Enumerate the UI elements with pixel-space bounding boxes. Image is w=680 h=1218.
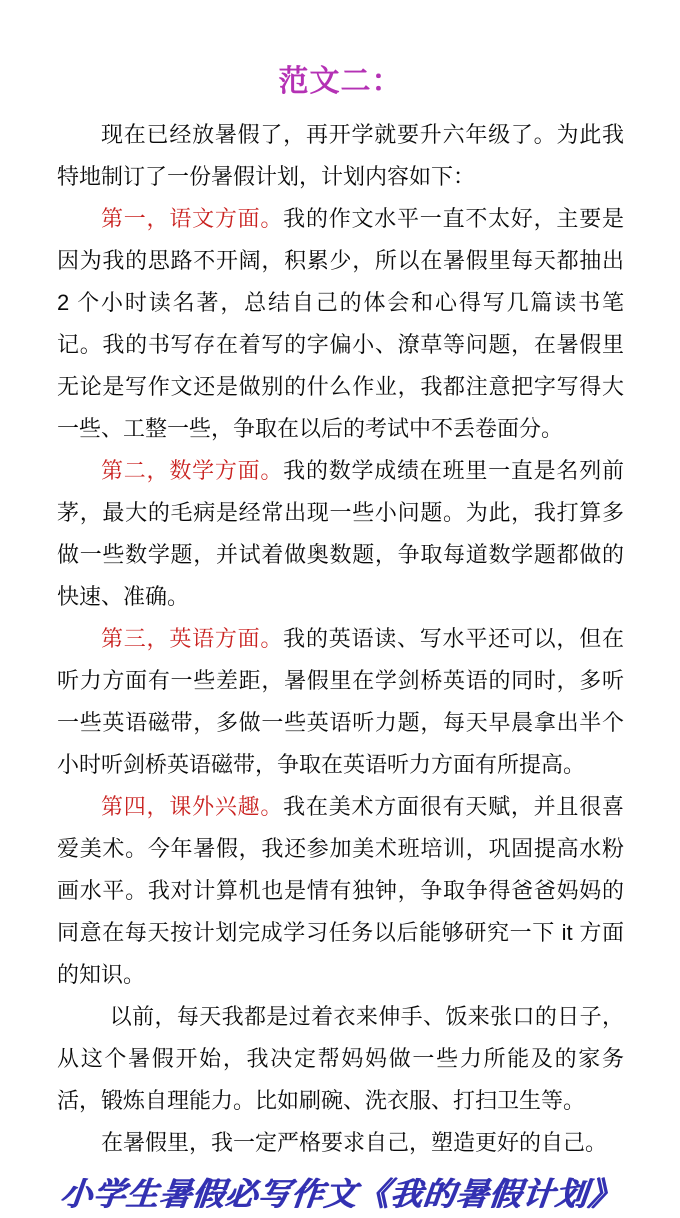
paragraph-text: 现在已经放暑假了，再开学就要升六年级了。为此我特地制订了一份暑假计划，计划内容如下： — [57, 122, 624, 189]
paragraph-lead: 第一，语文方面。 — [101, 206, 284, 231]
essay-body — [57, 114, 624, 1164]
watermark-caption: 小学生暑假必写作文《我的暑假计划》 — [58, 1176, 623, 1212]
paragraph-text: 在暑假里，我一定严格要求自己，塑造更好的自己。 — [101, 1130, 608, 1155]
paragraph-math — [57, 450, 624, 618]
paragraph-lead: 第四，课外兴趣。 — [101, 794, 284, 819]
paragraph-text: 我的作文水平一直不太好，主要是因为我的思路不开阔，积累少，所以在暑假里每天都抽出 2 个小时读名著，总结自己的体会和心得写几篇读书笔记。我的书写存在着写的字偏小、潦草等问题，在暑假里无论是写作文还是做别的什么作业，我都注意把字写得大一些、工整一些，争取在以后的考试中不丢卷面分。 — [57, 206, 624, 441]
paragraph-text: 我的数学成绩在班里一直是名列前茅，最大的毛病是经常出现一些小问题。为此，我打算多做一些数学题，并试着做奥数题，争取每道数学题都做的快速、准确。 — [57, 458, 624, 609]
paragraph-intro — [57, 114, 624, 198]
paragraph-text: 我在美术方面很有天赋，并且很喜爱美术。今年暑假，我还参加美术班培训，巩固提高水粉画水平。我对计算机也是情有独钟，争取争得爸爸妈妈的同意在每天按计划完成学习任务以后能够研究一下 it 方面的知识。 — [57, 794, 624, 987]
paragraph-text: 我的英语读、写水平还可以，但在听力方面有一些差距，暑假里在学剑桥英语的同时，多听一些英语磁带，多做一些英语听力题，每天早晨拿出半个小时听剑桥英语磁带，争取在英语听力方面有所提高。 — [57, 626, 624, 777]
paragraph-chinese — [57, 198, 624, 450]
paragraph-hobby — [57, 786, 624, 996]
paragraph-lead: 第二，数学方面。 — [101, 458, 284, 483]
page-title: 范文二： — [278, 65, 403, 98]
paragraph-conclusion — [57, 1122, 624, 1164]
paragraph-lead: 第三，英语方面。 — [101, 626, 284, 651]
paragraph-housework — [57, 996, 624, 1122]
paragraph-english — [57, 618, 624, 786]
paragraph-text: 以前，每天我都是过着衣来伸手、饭来张口的日子，从这个暑假开始，我决定帮妈妈做一些力所能及的家务活，锻炼自理能力。比如刷碗、洗衣服、打扫卫生等。 — [57, 1004, 624, 1113]
